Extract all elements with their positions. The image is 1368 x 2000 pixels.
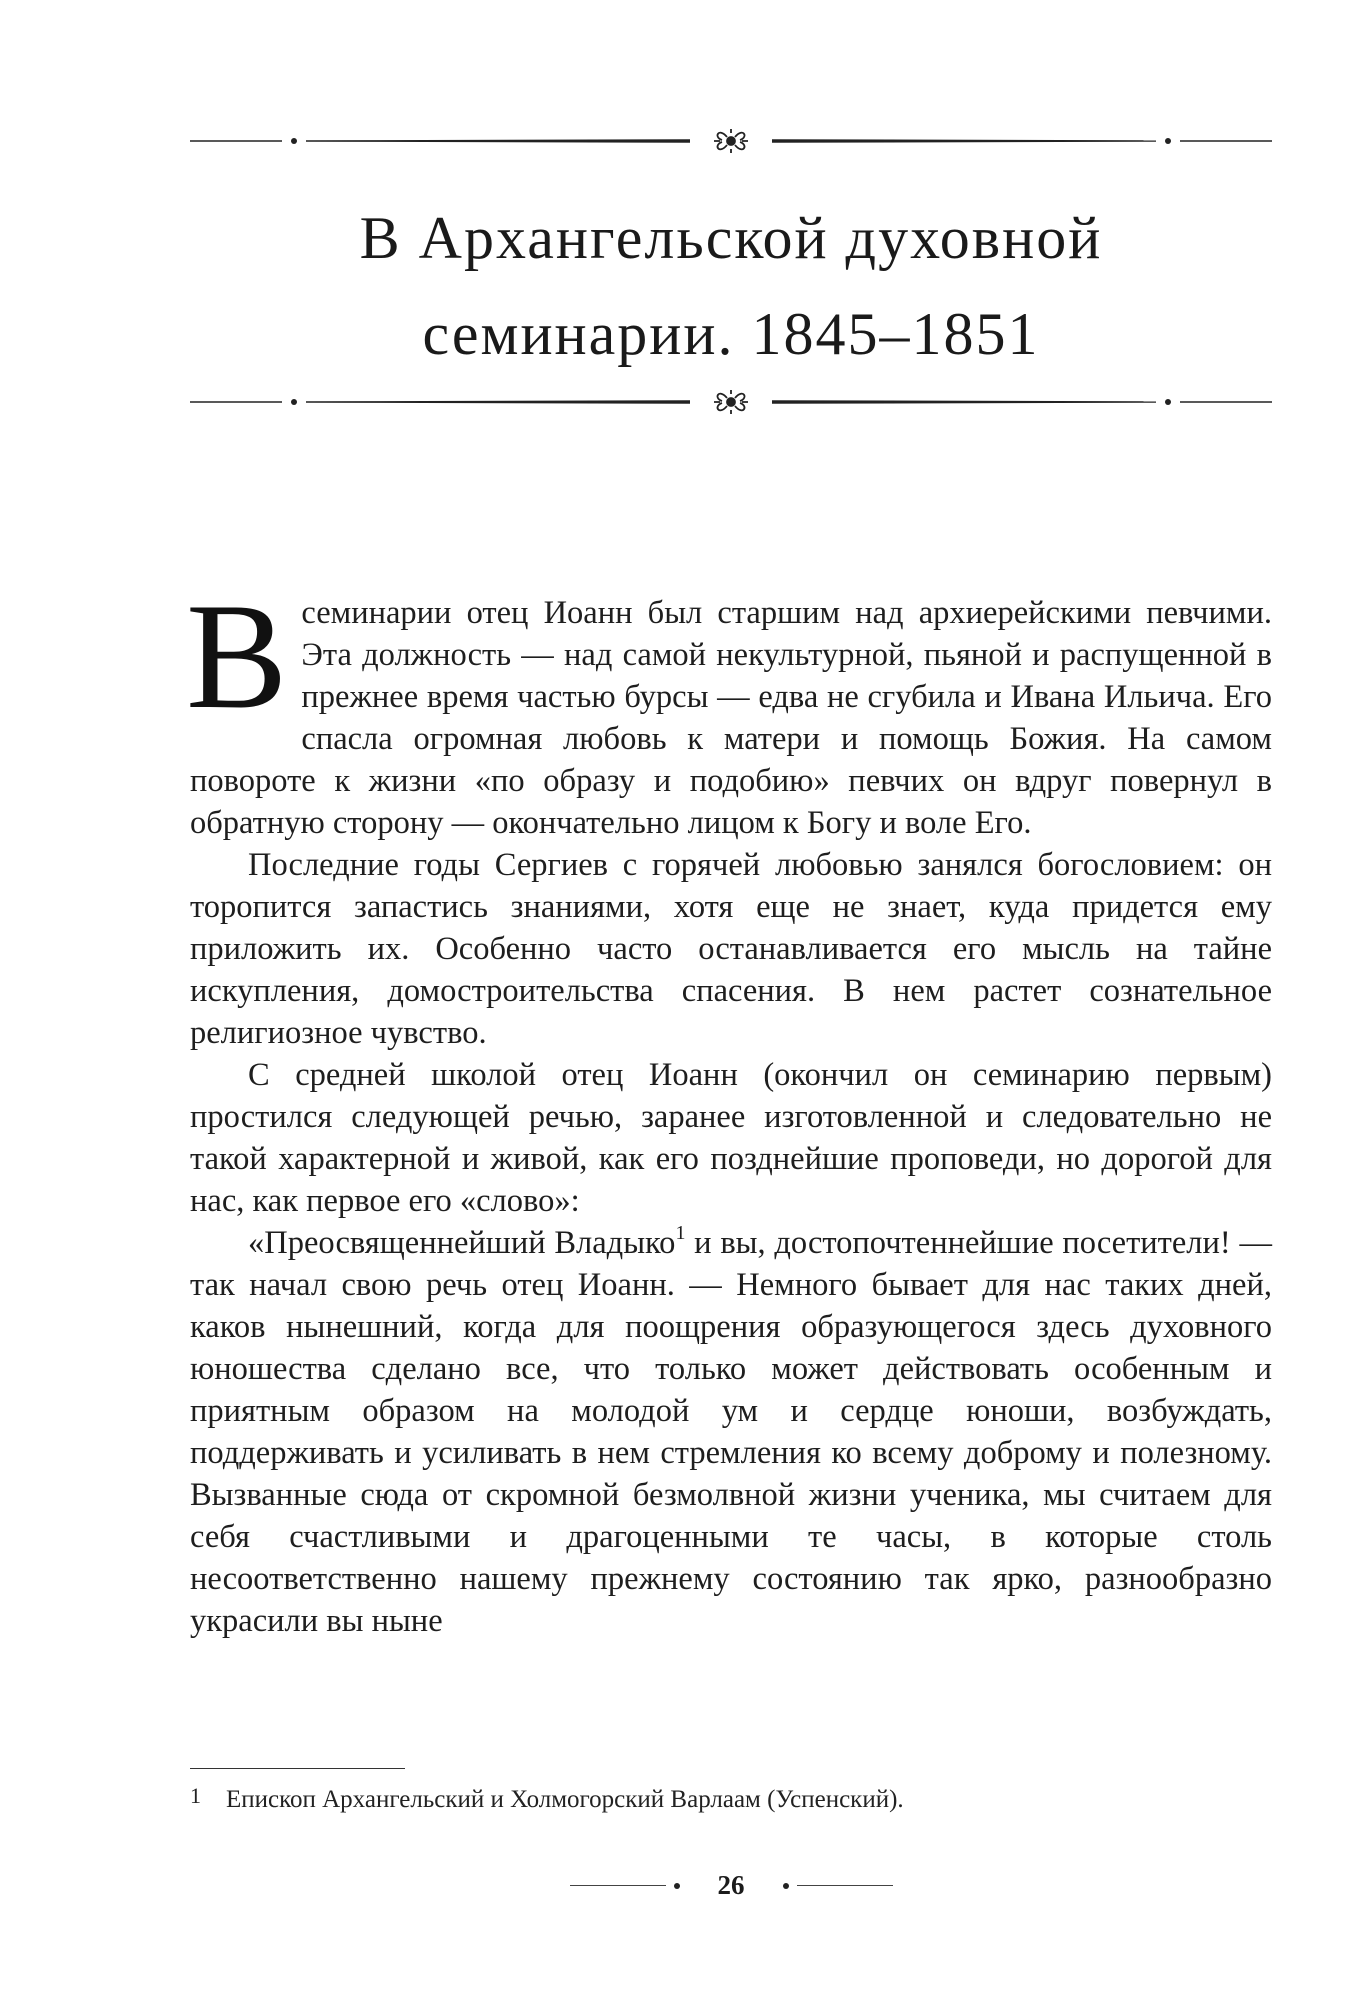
drop-cap: В (186, 572, 288, 740)
top-rule-graphic (190, 126, 1272, 156)
top-ornamental-rule (190, 126, 1272, 156)
rule-dot (1165, 138, 1171, 144)
footnote-reference: 1 (675, 1222, 686, 1244)
chapter-title-line-1: В Архангельской духовной (359, 205, 1103, 271)
rule-dot (291, 399, 297, 405)
rule-taper-right (772, 139, 1156, 143)
floral-ornament-icon (714, 390, 748, 414)
chapter-title-line-2: семинарии. 1845–1851 (422, 301, 1040, 367)
rule-taper-right (772, 400, 1156, 404)
chapter-title (190, 190, 1272, 382)
chapter-body (186, 572, 1272, 1642)
rule-dot (291, 138, 297, 144)
folio-dot-left (674, 1883, 680, 1889)
footnote-number: 1 (190, 1783, 201, 1808)
paragraph-4 (190, 1222, 1272, 1642)
floral-ornament-icon (714, 129, 748, 153)
paragraph-3: С средней школой отец Иоанн (окончил он семинарию первым) простился следующей речью, заранее изготовленной и следовательно не такой характерной и живой, как его позднейшие проповеди, но дорогой для нас, как первое его «слово»: (190, 1057, 1272, 1219)
page-folio (190, 1870, 1272, 1910)
paragraph-1 (186, 572, 1272, 844)
paragraph-2: Последние годы Сергиев с горячей любовью занялся богословием: он торопится запастись знаниями, хотя еще не знает, куда придется ему приложить их. Особенно часто останавливается его мысль на тайне искупления, домостроительства спасения. В нем растет сознательное религиозное чувство. (190, 847, 1272, 1051)
footnote-text: Епископ Архангельский и Холмогорский Варлаам (Успенский). (226, 1786, 904, 1813)
folio-line-right (797, 1885, 893, 1886)
bottom-ornamental-rule (190, 387, 1272, 417)
paragraph-4-rest: и вы, достопочтеннейшие посетители! — так начал свою речь отец Иоанн. — Немного бывает для нас таких дней, каков нынешний, когда для поощрения образующегося здесь духовного юношества сделано все, что только может действовать особенным и приятным образом на молодой ум и сердце юноши, возбуждать, поддерживать и усиливать в нем стремления ко всему доброму и полезному. Вызванные сюда от скромной безмолвной жизни ученика, мы считаем для себя счастливыми и драгоценными те часы, в которые столь несоответственно нашему прежнему состоянию так ярко, разнообразно украсили вы ныне (190, 1225, 1272, 1639)
page-number: 26 (717, 1870, 745, 1900)
rule-dot (1165, 399, 1171, 405)
paragraph-1-text: семинарии отец Иоанн был старшим над архиерейскими певчими. Эта должность — над самой некультурной, пьяной и распущенной в прежнее время частью бурсы — едва не сгубила и Ивана Ильича. Его спасла огромная любовь к матери и помощь Божия. На самом повороте к жизни «по образу и подобию» певчих он вдруг повернул в обратную сторону — окончательно лицом к Богу и воле Его. (190, 595, 1272, 841)
rule-taper-left (306, 400, 690, 404)
rule-taper-left (306, 139, 690, 143)
paragraph-4-start: «Преосвященнейший Владыко (248, 1225, 676, 1261)
folio-dot-right (783, 1883, 789, 1889)
bottom-rule-graphic (190, 387, 1272, 417)
folio-line-left (570, 1885, 666, 1886)
footnote (190, 1779, 1272, 1817)
footnote-separator (190, 1768, 405, 1769)
